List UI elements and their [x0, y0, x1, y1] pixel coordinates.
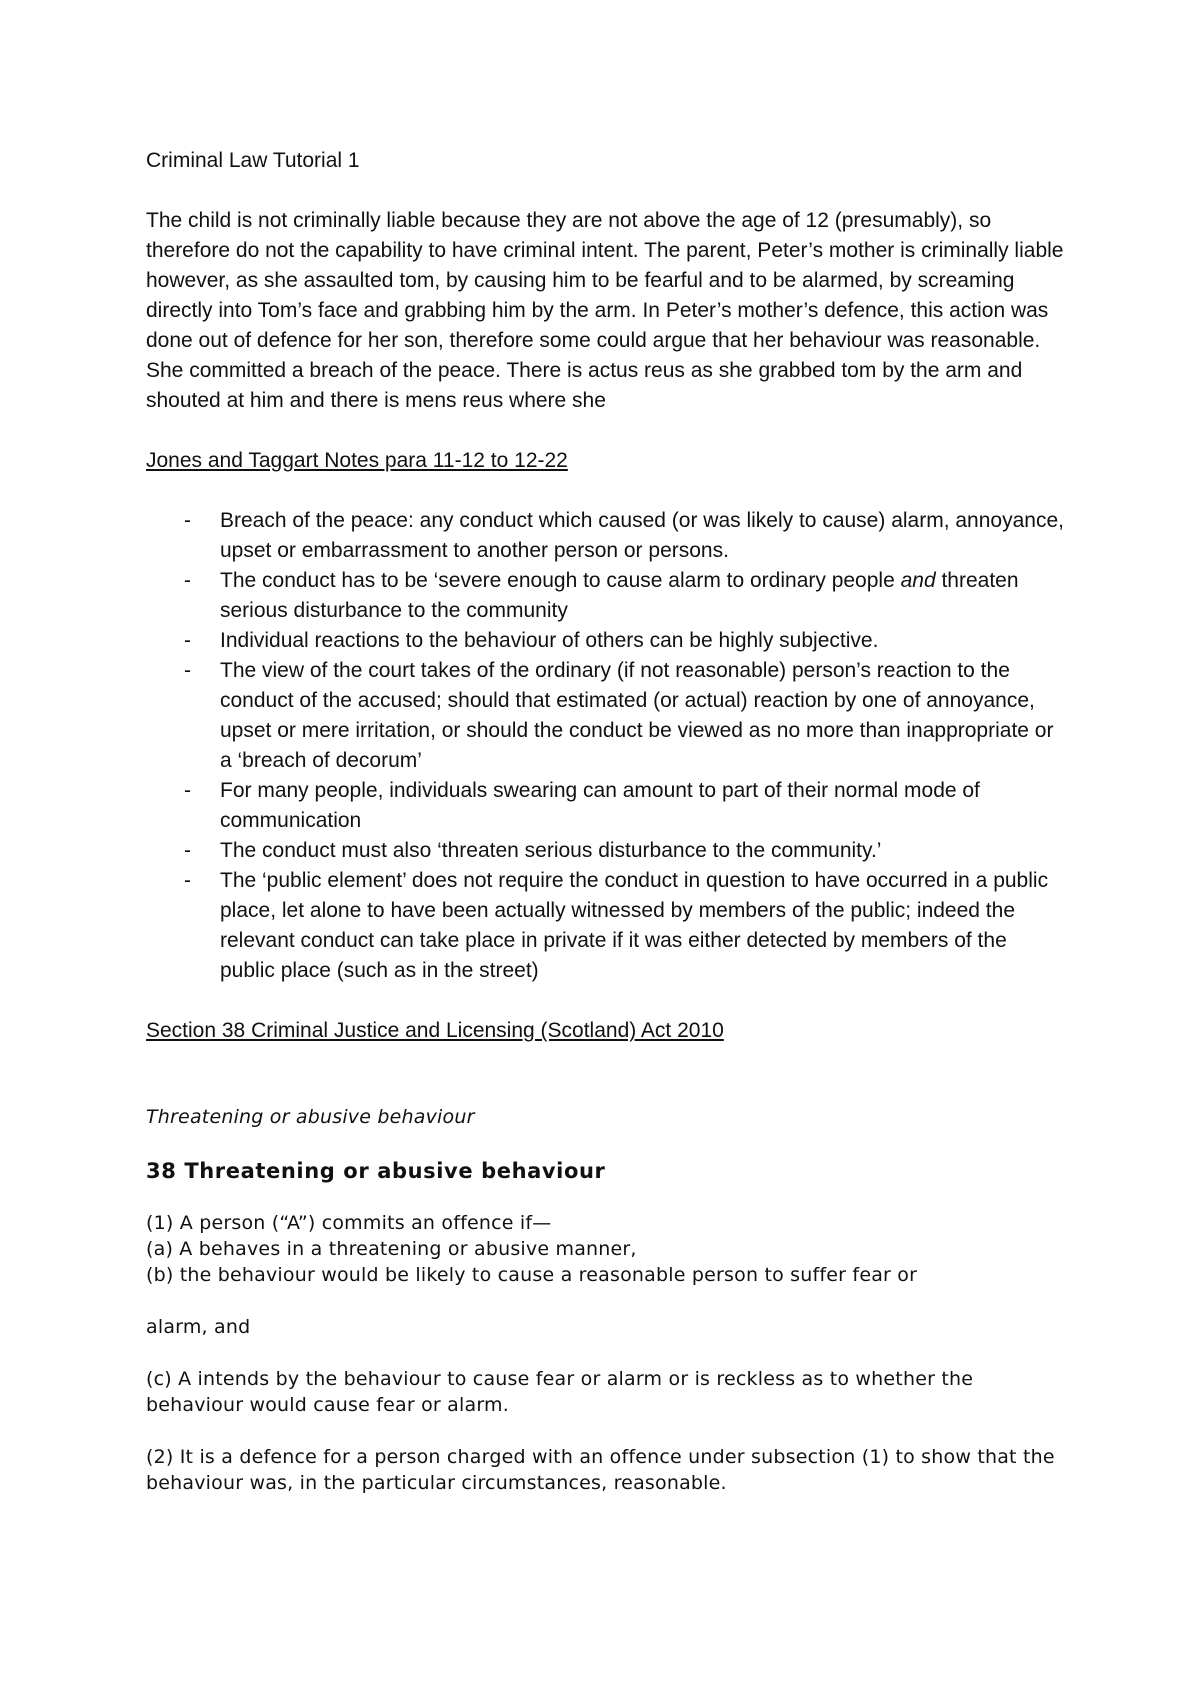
subsection-2: (2) It is a defence for a person charged with an offence under subsection (1) to show that the behaviour was, in the particular circumstances, reasonable.: [146, 1446, 1055, 1494]
list-item-text: The conduct has to be ‘severe enough to cause alarm to ordinary people: [220, 569, 901, 592]
list-item: [146, 776, 1066, 836]
intro-paragraph: The child is not criminally liable because they are not above the age of 12 (presumably), so therefore do not the capability to have criminal intent. The parent, Peter’s mother is criminally liable however, as she assaulted tom, by causing him to be fearful and to be alarmed, by screaming directly into Tom’s face and grabbing him by the arm. In Peter’s mother’s defence, this action was done out of defence for her son, therefore some could argue that her behaviour was reasonable. She committed a breach of the peace. There is actus reus as she grabbed tom by the arm and shouted at him and there is mens reus where she: [146, 209, 1064, 412]
list-item-text: The view of the court takes of the ordinary (if not reasonable) person’s reaction to the conduct of the accused; should that estimated (or actual) reaction by one of annoyance, upset or mere irritation, or should the conduct be viewed as no more than inappropriate or a ‘breach of decorum’: [220, 659, 1054, 772]
notes-heading: Jones and Taggart Notes para 11-12 to 12-22: [146, 449, 568, 472]
list-item: [146, 866, 1066, 986]
bullet-dash: -: [184, 869, 191, 892]
list-item-text: Breach of the peace: any conduct which caused (or was likely to cause) alarm, annoyance, upset or embarrassment to another person or persons.: [220, 509, 1064, 562]
subsection-1-intro: (1) A person (“A”) commits an offence if—: [146, 1212, 552, 1234]
subsection-1-c: (c) A intends by the behaviour to cause fear or alarm or is reckless as to whether the behaviour would cause fear or alarm.: [146, 1368, 974, 1416]
bullet-dash: -: [184, 779, 191, 802]
section-title: 38 Threatening or abusive behaviour: [146, 1159, 606, 1183]
subsection-1-a: (a) A behaves in a threatening or abusive manner,: [146, 1238, 637, 1260]
list-item: [146, 626, 1066, 656]
list-item-text: Individual reactions to the behaviour of others can be highly subjective.: [220, 629, 879, 652]
bullet-dash: -: [184, 569, 191, 592]
notes-bullet-list: [146, 506, 1066, 986]
subsection-1-b: (b) the behaviour would be likely to cause a reasonable person to suffer fear or: [146, 1264, 918, 1286]
subsection-1-lines: [146, 1210, 1066, 1288]
italic-heading: Threatening or abusive behaviour: [146, 1106, 475, 1128]
subsection-1-b-continued: alarm, and: [146, 1316, 251, 1338]
list-item-text: The conduct must also ‘threaten serious disturbance to the community.’: [220, 839, 882, 862]
list-item-text: threaten serious disturbance to the community: [220, 569, 1019, 622]
list-item-text: For many people, individuals swearing can amount to part of their normal mode of communication: [220, 779, 980, 832]
bullet-dash: -: [184, 629, 191, 652]
document-title: Criminal Law Tutorial 1: [146, 149, 360, 172]
list-item: [146, 836, 1066, 866]
bullet-dash: -: [184, 509, 191, 532]
list-item-emphasis: and: [900, 569, 936, 592]
bullet-dash: -: [184, 659, 191, 682]
section-heading: Section 38 Criminal Justice and Licensing (Scotland) Act 2010: [146, 1019, 724, 1042]
list-item: [146, 566, 1066, 626]
bullet-dash: -: [184, 839, 191, 862]
list-item: [146, 656, 1066, 776]
list-item-text: The ‘public element’ does not require the conduct in question to have occurred in a public place, let alone to have been actually witnessed by members of the public; indeed the relevant conduct can take place in private if it was either detected by members of the public place (such as in the street): [220, 869, 1049, 982]
list-item: [146, 506, 1066, 566]
document-body: [146, 146, 1066, 1496]
